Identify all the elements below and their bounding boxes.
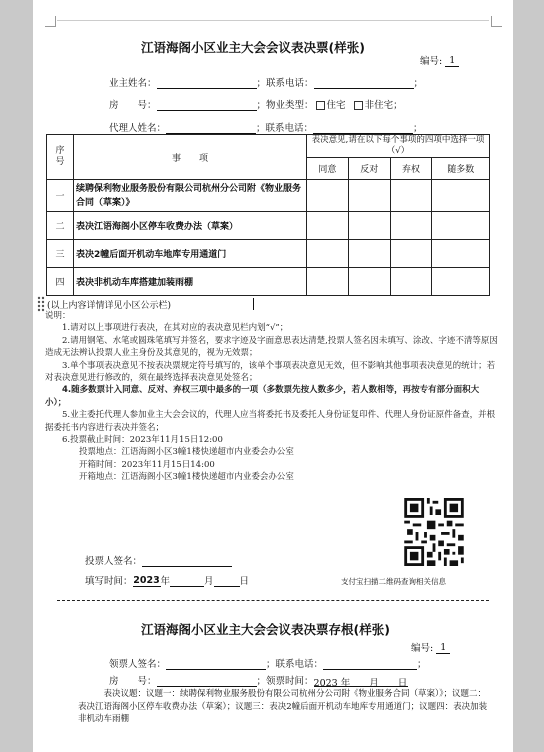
- count-place: 开箱地点：江语海阁小区3幢1楼快递超市内业委会办公室: [79, 472, 294, 483]
- stub-title: 江语海阁小区业主大会会议表决票存根(样张): [141, 622, 390, 637]
- row-item: 表决非机动车库搭建加装雨棚: [74, 268, 307, 296]
- stub-number: 编号: 1: [411, 640, 450, 654]
- fill-time-field[interactable]: 填写时间：2023年 月 日: [85, 575, 250, 587]
- nonresidential-checkbox[interactable]: [354, 101, 363, 110]
- vote-cell-agree[interactable]: [307, 212, 349, 240]
- vote-cell-oppose[interactable]: [348, 268, 390, 296]
- row-seq: 四: [47, 268, 74, 296]
- room-field[interactable]: 房 号： ；物业类型： 住宅 非住宅；: [109, 100, 403, 111]
- table-row: [47, 180, 490, 212]
- document-page: [33, 0, 513, 752]
- note-item: 6.投票截止时间：2023年11月15日12:00: [62, 435, 223, 446]
- margin-mark-top-left: [45, 16, 56, 27]
- margin-mark-top-right: [491, 16, 502, 27]
- owner-name-field[interactable]: 业主姓名： ；联系电话： ；: [109, 78, 424, 89]
- opinion-majority-header: 随多数: [432, 158, 490, 180]
- vote-cell-abstain[interactable]: [390, 268, 432, 296]
- note-item: 3.单个事项表决意见不按表决票规定符号填写的，该单个事项表决意见无效，但不影响其他事项表决意见的统计；若对表决意见进行修改的，须在最终选择表决意见处签名；: [45, 360, 496, 384]
- notes-section: [45, 310, 499, 484]
- header-line: [57, 20, 489, 21]
- row-seq: 一: [47, 180, 74, 212]
- row-item: 表决2幢后面开机动车地库专用通道门: [74, 240, 307, 268]
- seq-header: 序号: [47, 135, 74, 180]
- vote-cell-abstain[interactable]: [390, 180, 432, 212]
- qr-caption: 支付宝扫描二维码查询相关信息: [341, 577, 446, 586]
- vote-cell-oppose[interactable]: [348, 240, 390, 268]
- note-item: 1.请对以上事项进行表决，在其对应的表决意见栏内划“√”；: [62, 323, 289, 334]
- table-row: [47, 212, 490, 240]
- vote-place: 投票地点：江语海阁小区3幢1楼快递超市内业委会办公室: [79, 447, 294, 458]
- agent-name-field[interactable]: 代理人姓名： ；联系电话： ；: [109, 123, 423, 134]
- note-item: 4.随多数票计入同意、反对、弃权三项中最多的一项（多数票先按人数多少，若人数相等，再按专有部分面积大小）；: [45, 385, 480, 408]
- row-seq: 三: [47, 240, 74, 268]
- table-drag-handle[interactable]: [37, 296, 45, 312]
- vote-cell-agree[interactable]: [307, 180, 349, 212]
- form-title: 江语海阁小区业主大会会议表决票(样张): [141, 40, 365, 55]
- opinion-oppose-header: 反对: [348, 158, 390, 180]
- row-seq: 二: [47, 212, 74, 240]
- opinion-abstain-header: 弃权: [390, 158, 432, 180]
- vote-cell-majority[interactable]: [432, 180, 490, 212]
- text-cursor: [253, 298, 254, 310]
- row-item: 表决江语海阁小区停车收费办法（草案）: [74, 212, 307, 240]
- vote-table: [46, 134, 490, 296]
- vote-cell-agree[interactable]: [307, 240, 349, 268]
- stub-room-field[interactable]: 房 号： ；领票时间：2023 年 月 日: [109, 676, 408, 689]
- note-item: 5.业主委托代理人参加业主大会会议的，代理人应当将委托书及委托人身份证复印件、代理人身份证原件备查，并根据委托书内容进行表决并签名；: [45, 410, 496, 433]
- vote-cell-abstain[interactable]: [390, 212, 432, 240]
- vote-cell-oppose[interactable]: [348, 180, 390, 212]
- vote-cell-majority[interactable]: [432, 268, 490, 296]
- table-footnote: (以上内容详情详见小区公示栏): [47, 301, 172, 311]
- row-item: 续聘保利物业服务股份有限公司杭州分公司附《物业服务合同（草案）》: [74, 180, 307, 212]
- opinion-header: 表决意见,请在以下每个事项的四项中选择一项（√）: [307, 135, 490, 158]
- receiver-sign-field[interactable]: 领票人签名： ；联系电话： ；: [109, 659, 427, 670]
- table-row: [47, 268, 490, 296]
- vote-cell-agree[interactable]: [307, 268, 349, 296]
- opinion-agree-header: 同意: [307, 158, 349, 180]
- count-time: 开箱时间：2023年11月15日14:00: [79, 459, 215, 470]
- cut-line: [57, 600, 489, 601]
- vote-cell-majority[interactable]: [432, 212, 490, 240]
- table-row: [47, 240, 490, 268]
- residential-checkbox[interactable]: [316, 101, 325, 110]
- notes-heading: 说明：: [45, 311, 71, 321]
- qr-code: [404, 498, 464, 566]
- note-item: 2.请用钢笔、水笔或圆珠笔填写并签名，要求字迹及字面意思表达清楚,投票人签名因未填写、涂改、字迹不清等原因造成无法辨认投票人业主身份及其意见的，视为无效票；: [45, 335, 498, 359]
- vote-cell-majority[interactable]: [432, 240, 490, 268]
- voter-sign-field[interactable]: 投票人签名：: [85, 553, 232, 567]
- stub-content: 表决议题：议题一：续聘保利物业服务股份有限公司杭州分公司附《物业服务合同（草案）》；议题二：表决江语海阁小区停车收费办法（草案）；议题三：表决2幢后面开机动车地库专用通道门；议题四：表决加装非机动车雨棚: [78, 689, 488, 724]
- item-header: 事 项: [74, 135, 307, 180]
- vote-cell-abstain[interactable]: [390, 240, 432, 268]
- form-number: 编号: 1: [420, 53, 459, 67]
- vote-cell-oppose[interactable]: [348, 212, 390, 240]
